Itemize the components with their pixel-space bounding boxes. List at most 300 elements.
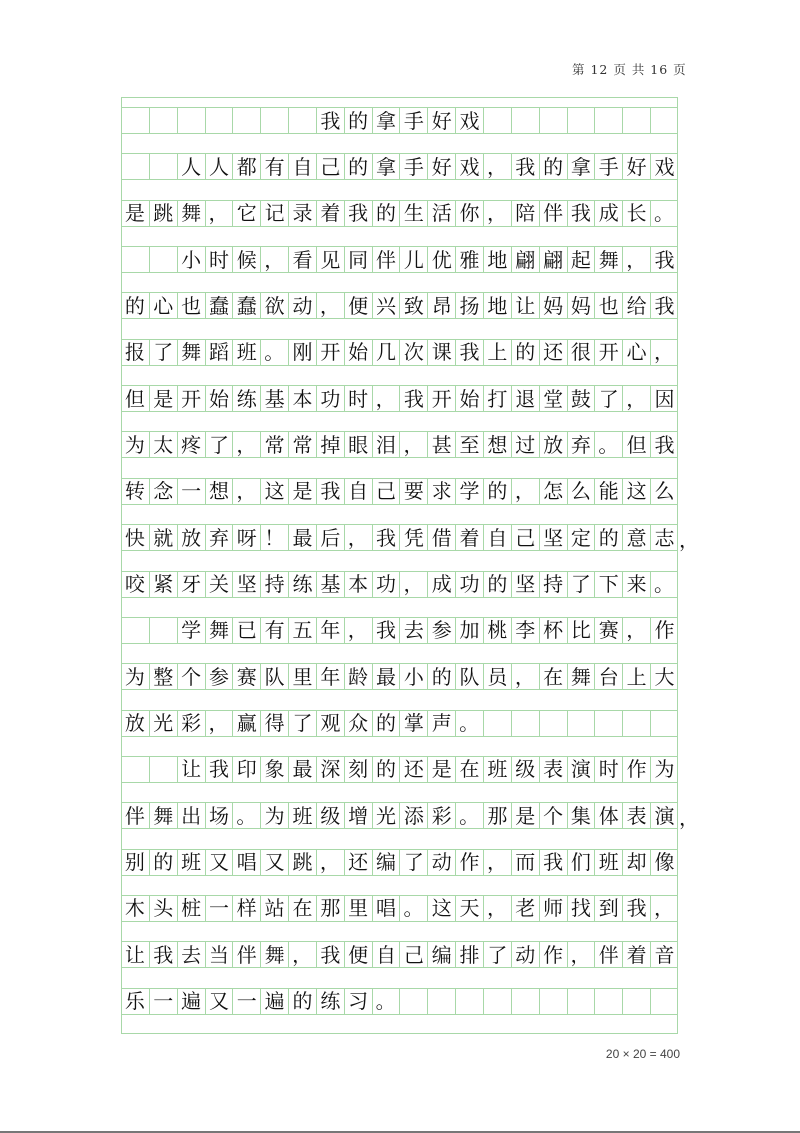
char-cell: 演	[650, 803, 678, 828]
char-cell: 得	[260, 711, 288, 736]
char-cell: 却	[622, 850, 650, 875]
char-cell: 翩	[539, 247, 567, 272]
char-cell: 紧	[149, 572, 177, 597]
title-char-cell: 好	[427, 108, 455, 133]
char-cell: 个	[177, 664, 205, 689]
char-cell: 的	[483, 572, 511, 597]
char-cell: 作	[539, 942, 567, 967]
char-cell: 了	[205, 432, 233, 457]
char-cell: 拿	[567, 154, 595, 179]
char-cell: 光	[372, 803, 400, 828]
char-cell: 基	[260, 386, 288, 411]
char-cell: 己	[316, 154, 344, 179]
char-cell: 便	[344, 293, 372, 318]
char-cell: 班	[594, 850, 622, 875]
char-cell: 是	[427, 757, 455, 782]
empty-cell	[260, 108, 288, 133]
char-cell: ，	[344, 618, 372, 643]
char-cell: 师	[539, 896, 567, 921]
char-cell: ，	[511, 479, 539, 504]
title-row	[121, 107, 678, 134]
char-cell: 的	[372, 201, 400, 226]
char-cell: 兴	[372, 293, 400, 318]
char-cell: 。	[260, 340, 288, 365]
char-cell: 至	[455, 432, 483, 457]
char-cell: 了	[483, 942, 511, 967]
char-cell: 这	[622, 479, 650, 504]
char-cell: 也	[594, 293, 622, 318]
empty-cell	[121, 757, 149, 782]
char-cell: 戏	[455, 154, 483, 179]
char-cell: 杯	[539, 618, 567, 643]
char-cell: 台	[594, 664, 622, 689]
char-cell: 我	[455, 340, 483, 365]
char-cell: 成	[594, 201, 622, 226]
char-cell: 场	[205, 803, 233, 828]
char-cell: 排	[455, 942, 483, 967]
char-cell: 开	[427, 386, 455, 411]
char-cell: ，	[260, 247, 288, 272]
char-cell: 。	[372, 989, 400, 1014]
char-cell: 时	[594, 757, 622, 782]
empty-cell	[455, 989, 483, 1014]
char-cell: 拿	[372, 154, 400, 179]
char-cell: 舞	[149, 803, 177, 828]
grid-row	[121, 153, 678, 180]
char-cell: 太	[149, 432, 177, 457]
char-cell: 念	[149, 479, 177, 504]
char-cell: 心	[622, 340, 650, 365]
char-cell: 光	[149, 711, 177, 736]
char-cell: 赛	[232, 664, 260, 689]
char-cell: 。	[650, 572, 678, 597]
char-cell: 动	[288, 293, 316, 318]
char-cell: 因	[650, 386, 678, 411]
char-cell: 那	[316, 896, 344, 921]
char-cell: 我	[650, 293, 678, 318]
char-cell: 员	[483, 664, 511, 689]
empty-cell	[121, 618, 149, 643]
char-cell: 手	[399, 154, 427, 179]
char-cell: 这	[427, 896, 455, 921]
char-cell: 而	[511, 850, 539, 875]
char-cell: 一	[205, 896, 233, 921]
char-cell: 参	[427, 618, 455, 643]
char-cell: 还	[399, 757, 427, 782]
overhang-punctuation: ，	[679, 528, 699, 553]
char-cell: 。	[232, 803, 260, 828]
char-cell: 蠢	[205, 293, 233, 318]
char-cell: 舞	[594, 247, 622, 272]
char-cell: 加	[455, 618, 483, 643]
char-cell: 的	[372, 757, 400, 782]
empty-cell	[511, 989, 539, 1014]
char-cell: 呀	[232, 525, 260, 550]
char-cell: 样	[232, 896, 260, 921]
grid-row	[121, 617, 678, 644]
empty-cell	[511, 711, 539, 736]
char-cell: 作	[622, 757, 650, 782]
char-cell: 甚	[427, 432, 455, 457]
char-cell: 班	[288, 803, 316, 828]
char-cell: 让	[124, 942, 145, 967]
char-cell: 时	[205, 247, 233, 272]
char-cell: 又	[260, 850, 288, 875]
char-cell: 优	[427, 247, 455, 272]
char-cell: 疼	[177, 432, 205, 457]
char-cell: ，	[483, 850, 511, 875]
char-cell: 为	[124, 432, 145, 457]
char-cell: 唱	[372, 896, 400, 921]
char-cell: ，	[483, 154, 511, 179]
empty-cell	[399, 989, 427, 1014]
char-cell: 堂	[539, 386, 567, 411]
char-cell: 学	[177, 618, 205, 643]
char-cell: 练	[316, 989, 344, 1014]
char-cell: 集	[567, 803, 595, 828]
char-cell: 整	[149, 664, 177, 689]
char-cell: 。	[594, 432, 622, 457]
char-cell: 我	[650, 432, 678, 457]
char-cell: 我	[372, 618, 400, 643]
char-cell: 关	[205, 572, 233, 597]
empty-cell	[650, 711, 678, 736]
char-cell: 的	[344, 154, 372, 179]
char-cell: 持	[260, 572, 288, 597]
char-cell: 自	[483, 525, 511, 550]
char-cell: 舞	[205, 618, 233, 643]
char-cell: 妈	[567, 293, 595, 318]
char-cell: 自	[288, 154, 316, 179]
char-cell: ，	[622, 386, 650, 411]
char-cell: 我	[622, 896, 650, 921]
grid-row	[121, 710, 678, 737]
char-cell: 借	[427, 525, 455, 550]
empty-cell	[232, 108, 260, 133]
empty-cell	[511, 108, 539, 133]
page-indicator: 第 12 页 共 16 页	[572, 62, 687, 77]
char-cell: ，	[622, 247, 650, 272]
char-cell: 的	[372, 711, 400, 736]
char-cell: 最	[288, 525, 316, 550]
char-cell: ，	[316, 293, 344, 318]
char-cell: 出	[177, 803, 205, 828]
char-cell: 放	[539, 432, 567, 457]
char-cell: 我	[650, 247, 678, 272]
empty-cell	[149, 108, 177, 133]
empty-cell	[539, 711, 567, 736]
char-cell: 常	[288, 432, 316, 457]
char-cell: 的	[511, 340, 539, 365]
char-cell: 龄	[344, 664, 372, 689]
char-cell: 又	[205, 850, 233, 875]
char-cell: ！	[260, 525, 288, 550]
char-cell: 了	[399, 850, 427, 875]
char-cell: 想	[205, 479, 233, 504]
manuscript-grid	[121, 97, 699, 1034]
char-cell: 坚	[232, 572, 260, 597]
grid-row	[121, 849, 678, 876]
empty-cell	[121, 154, 149, 179]
char-cell: 掉	[316, 432, 344, 457]
char-cell: 课	[427, 340, 455, 365]
char-cell: 小	[399, 664, 427, 689]
char-cell: 让	[511, 293, 539, 318]
char-cell: 始	[205, 386, 233, 411]
char-cell: 好	[622, 154, 650, 179]
char-cell: 最	[288, 757, 316, 782]
char-cell: ，	[567, 942, 595, 967]
char-cell: 上	[622, 664, 650, 689]
char-cell: 动	[427, 850, 455, 875]
char-cell: 的	[427, 664, 455, 689]
empty-cell	[483, 108, 511, 133]
char-cell: 很	[567, 340, 595, 365]
char-cell: 个	[539, 803, 567, 828]
char-cell: 那	[483, 803, 511, 828]
empty-cell	[121, 247, 149, 272]
char-cell: 天	[455, 896, 483, 921]
char-cell: 了	[149, 340, 177, 365]
char-cell: 掌	[399, 711, 427, 736]
char-cell: 快	[124, 525, 145, 550]
char-cell: 妈	[539, 293, 567, 318]
char-cell: 生	[399, 201, 427, 226]
char-cell: 开	[594, 340, 622, 365]
char-cell: 小	[177, 247, 205, 272]
empty-cell	[121, 108, 149, 133]
char-cell: 成	[427, 572, 455, 597]
empty-cell	[149, 618, 177, 643]
char-cell: 动	[511, 942, 539, 967]
char-cell: 舞	[177, 340, 205, 365]
char-cell: ，	[650, 896, 678, 921]
char-cell: 老	[511, 896, 539, 921]
char-cell: 表	[539, 757, 567, 782]
char-cell: 。	[399, 896, 427, 921]
char-cell: 心	[149, 293, 177, 318]
char-cell: 在	[288, 896, 316, 921]
char-cell: 级	[511, 757, 539, 782]
char-cell: 音	[650, 942, 678, 967]
empty-cell	[205, 108, 233, 133]
char-cell: 印	[232, 757, 260, 782]
char-cell: 站	[260, 896, 288, 921]
char-cell: 着	[455, 525, 483, 550]
char-cell: 扬	[455, 293, 483, 318]
char-cell: 起	[567, 247, 595, 272]
char-cell: 去	[399, 618, 427, 643]
char-cell: 你	[455, 201, 483, 226]
char-cell: 的	[124, 293, 145, 318]
char-cell: 是	[124, 201, 145, 226]
char-cell: 陪	[511, 201, 539, 226]
char-cell: 上	[483, 340, 511, 365]
char-cell: 彩	[427, 803, 455, 828]
char-cell: 放	[177, 525, 205, 550]
empty-cell	[539, 108, 567, 133]
char-cell: 还	[344, 850, 372, 875]
char-cell: 的	[594, 525, 622, 550]
char-cell: 学	[455, 479, 483, 504]
char-cell: 翩	[511, 247, 539, 272]
char-cell: 功	[316, 386, 344, 411]
grid-row	[121, 385, 678, 412]
char-cell: 们	[567, 850, 595, 875]
char-cell: 报	[124, 340, 145, 365]
char-cell: 为	[124, 664, 145, 689]
char-cell: 。	[650, 201, 678, 226]
char-cell: ，	[344, 525, 372, 550]
grid-count-label: 20 × 20 = 400	[605, 1047, 680, 1061]
char-cell: 的	[149, 850, 177, 875]
char-cell: 都	[232, 154, 260, 179]
char-cell: 手	[594, 154, 622, 179]
char-cell: 这	[260, 479, 288, 504]
char-cell: 弃	[567, 432, 595, 457]
empty-cell	[622, 711, 650, 736]
char-cell: 遍	[177, 989, 205, 1014]
char-cell: 好	[427, 154, 455, 179]
char-cell: 大	[650, 664, 678, 689]
char-cell: 但	[622, 432, 650, 457]
char-cell: 的	[483, 479, 511, 504]
char-cell: 为	[650, 757, 678, 782]
char-cell: 鼓	[567, 386, 595, 411]
char-cell: 求	[427, 479, 455, 504]
char-cell: 着	[316, 201, 344, 226]
grid-row	[121, 895, 678, 922]
char-cell: 木	[124, 896, 145, 921]
empty-cell	[539, 989, 567, 1014]
empty-cell	[149, 154, 177, 179]
char-cell: 让	[177, 757, 205, 782]
char-cell: 唱	[232, 850, 260, 875]
grid-row	[121, 756, 678, 783]
char-cell: 开	[316, 340, 344, 365]
char-cell: 级	[316, 803, 344, 828]
grid-row	[121, 941, 678, 968]
char-cell: ，	[372, 386, 400, 411]
char-cell: 跳	[149, 201, 177, 226]
char-cell: 伴	[232, 942, 260, 967]
grid-row	[121, 478, 678, 505]
char-cell: 一	[177, 479, 205, 504]
char-cell: 本	[344, 572, 372, 597]
char-cell: 为	[260, 803, 288, 828]
char-cell: 伴	[539, 201, 567, 226]
char-cell: 我	[511, 154, 539, 179]
char-cell: 伴	[124, 803, 145, 828]
char-cell: 放	[124, 711, 145, 736]
char-cell: 表	[622, 803, 650, 828]
grid-row	[121, 431, 678, 458]
char-cell: ，	[232, 432, 260, 457]
empty-cell	[567, 711, 595, 736]
char-cell: 自	[344, 479, 372, 504]
char-cell: 我	[567, 201, 595, 226]
char-cell: 我	[399, 386, 427, 411]
empty-cell	[622, 108, 650, 133]
empty-cell	[149, 247, 177, 272]
empty-cell	[149, 757, 177, 782]
char-cell: 当	[205, 942, 233, 967]
char-cell: 己	[372, 479, 400, 504]
char-cell: 了	[567, 572, 595, 597]
char-cell: 基	[316, 572, 344, 597]
char-cell: 找	[567, 896, 595, 921]
char-cell: 头	[149, 896, 177, 921]
char-cell: 了	[594, 386, 622, 411]
char-cell: 像	[650, 850, 678, 875]
char-cell: 始	[344, 340, 372, 365]
char-cell: 练	[288, 572, 316, 597]
char-cell: 。	[455, 803, 483, 828]
empty-cell	[427, 989, 455, 1014]
char-cell: 习	[344, 989, 372, 1014]
grid-row	[121, 988, 678, 1015]
char-cell: ，	[232, 479, 260, 504]
char-cell: 舞	[260, 942, 288, 967]
char-cell: 眼	[344, 432, 372, 457]
char-cell: 坚	[511, 572, 539, 597]
char-cell: 伴	[594, 942, 622, 967]
char-cell: 已	[232, 618, 260, 643]
char-cell: 在	[455, 757, 483, 782]
char-cell: ，	[399, 572, 427, 597]
empty-cell	[483, 989, 511, 1014]
char-cell: 桃	[483, 618, 511, 643]
char-cell: 增	[344, 803, 372, 828]
char-cell: 要	[399, 479, 427, 504]
char-cell: 别	[124, 850, 145, 875]
char-cell: 去	[177, 942, 205, 967]
char-cell: 蠢	[232, 293, 260, 318]
char-cell: 常	[260, 432, 288, 457]
grid-row	[121, 339, 678, 366]
char-cell: 最	[372, 664, 400, 689]
char-cell: 功	[372, 572, 400, 597]
char-cell: 牙	[177, 572, 205, 597]
empty-cell	[567, 108, 595, 133]
char-cell: 我	[539, 850, 567, 875]
char-cell: 儿	[399, 247, 427, 272]
char-cell: 添	[399, 803, 427, 828]
char-cell: 见	[316, 247, 344, 272]
char-cell: 体	[594, 803, 622, 828]
char-cell: 昂	[427, 293, 455, 318]
char-cell: 记	[260, 201, 288, 226]
title-char-cell: 戏	[455, 108, 483, 133]
char-cell: 功	[455, 572, 483, 597]
grid-row	[121, 663, 678, 690]
char-cell: 五	[288, 618, 316, 643]
char-cell: 比	[567, 618, 595, 643]
char-cell: 我	[149, 942, 177, 967]
char-cell: 练	[232, 386, 260, 411]
char-cell: 致	[399, 293, 427, 318]
char-cell: 转	[124, 479, 145, 504]
char-cell: 年	[316, 618, 344, 643]
char-cell: 长	[622, 201, 650, 226]
char-cell: 欲	[260, 293, 288, 318]
empty-cell	[650, 989, 678, 1014]
char-cell: 赛	[594, 618, 622, 643]
char-cell: 活	[427, 201, 455, 226]
empty-cell	[594, 989, 622, 1014]
char-cell: 了	[288, 711, 316, 736]
char-cell: 打	[483, 386, 511, 411]
